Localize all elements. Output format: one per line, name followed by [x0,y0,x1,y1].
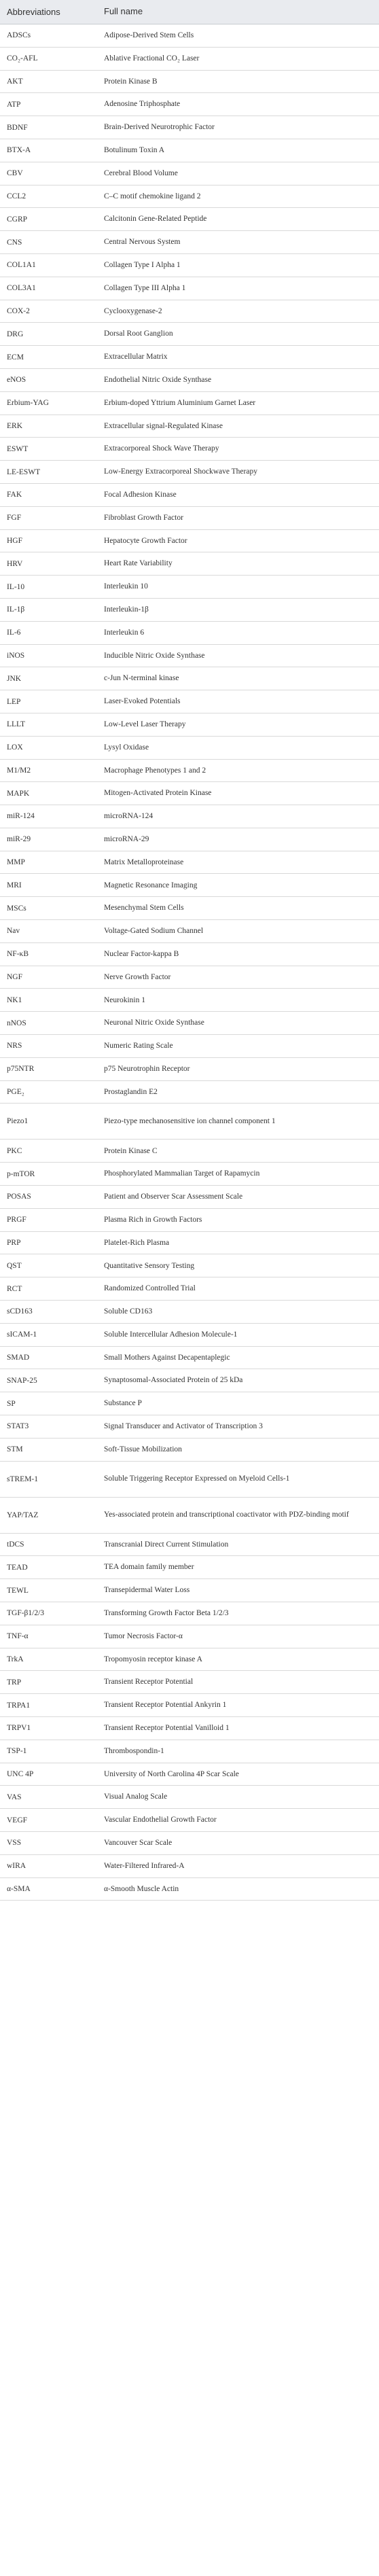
full-name-cell: Nuclear Factor-kappa B [104,949,179,958]
full-name-cell: α-Smooth Muscle Actin [104,1884,179,1893]
table-row [0,1763,379,1786]
full-name-cell: Dorsal Root Ganglion [104,330,173,338]
table-row [0,1301,379,1324]
table-row [0,737,379,760]
table-row [0,277,379,300]
full-name-cell: Water-Filtered Infrared-A [104,1861,185,1870]
full-name-cell: Substance P [104,1399,142,1408]
abbreviation-cell: wIRA [7,1862,26,1871]
full-name-cell: Small Mothers Against Decapentaplegic [104,1353,230,1362]
abbreviation-cell: CBV [7,169,23,178]
full-name-cell: microRNA-124 [104,812,154,821]
abbreviation-cell: DRG [7,330,24,338]
full-name-cell: Interleukin 10 [104,582,148,591]
full-name-cell: Soluble Triggering Receptor Expressed on Myeloid Cells-1 [104,1475,290,1483]
full-name-cell: TEA domain family member [104,1563,194,1572]
table-row [0,1369,379,1392]
full-name-cell: Low-Energy Extracorporeal Shockwave Therapy [104,467,257,476]
full-name-cell: Protein Kinase C [104,1146,158,1155]
abbreviation-cell: CCL2 [7,192,26,200]
table-row [0,208,379,231]
abbreviation-cell: IL-6 [7,629,21,637]
table-row [0,1556,379,1579]
abbreviation-cell: sTREM-1 [7,1475,38,1483]
full-name-cell: Tropomyosin receptor kinase A [104,1655,202,1663]
abbreviation-cell: PRP [7,1239,21,1248]
abbreviation-cell: SNAP-25 [7,1376,37,1385]
full-name-cell: Neurokinin 1 [104,995,146,1004]
full-name-cell: Magnetic Resonance Imaging [104,881,198,889]
table-row [0,897,379,920]
table-row [0,1081,379,1104]
table-row [0,438,379,461]
full-name-cell: Adenosine Triphosphate [104,100,181,109]
table-row [0,1878,379,1901]
full-name-cell: Matrix Metalloproteinase [104,858,184,866]
abbreviation-cell: Nav [7,927,20,936]
table-row [0,484,379,507]
full-name-cell: Calcitonin Gene-Related Peptide [104,215,207,224]
abbreviation-cell: CGRP [7,215,28,224]
full-name-cell: Transient Receptor Potential Ankyrin 1 [104,1701,227,1710]
abbreviation-cell: LOX [7,743,23,752]
abbreviation-cell: PGE₂ [7,1088,24,1097]
abbreviation-cell: STAT3 [7,1422,29,1431]
full-name-cell: Extracellular signal-Regulated Kinase [104,421,223,430]
abbreviation-cell: miR-29 [7,835,31,844]
full-name-cell: Focal Adhesion Kinase [104,491,177,499]
table-row [0,507,379,530]
full-name-cell: Extracorporeal Shock Wave Therapy [104,444,219,453]
full-name-cell: Transforming Growth Factor Beta 1/2/3 [104,1609,229,1618]
table-row [0,530,379,553]
full-name-cell: Extracellular Matrix [104,353,168,361]
table-row [0,1809,379,1832]
header-full-name: Full name [104,6,143,17]
abbreviation-cell: nNOS [7,1019,26,1027]
table-row [0,1209,379,1232]
table-row [0,690,379,713]
full-name-cell: Synaptosomal-Associated Protein of 25 kDa [104,1376,243,1385]
table-row [0,552,379,576]
abbreviation-cell: Erbium-YAG [7,399,49,408]
abbreviation-cell: eNOS [7,376,26,385]
full-name-cell: Protein Kinase B [104,77,158,86]
abbreviation-cell: VAS [7,1793,22,1801]
abbreviation-cell: AKT [7,77,23,86]
abbreviation-cell: SP [7,1399,16,1408]
full-name-cell: Botulinum Toxin A [104,146,165,155]
abbreviation-cell: iNOS [7,651,25,660]
full-name-cell: Laser-Evoked Potentials [104,697,181,706]
table-row [0,1012,379,1035]
table-row [0,1579,379,1602]
table-row [0,392,379,415]
table-row [0,576,379,599]
table-row [0,93,379,116]
table-row [0,1602,379,1625]
full-name-cell: p75 Neurotrophin Receptor [104,1064,190,1073]
abbreviation-cell: NRS [7,1042,22,1051]
full-name-cell: Voltage-Gated Sodium Channel [104,927,204,936]
full-name-cell: Tumor Necrosis Factor-α [104,1631,183,1640]
abbreviation-cell: COL3A1 [7,284,36,293]
abbreviation-cell: POSAS [7,1193,31,1201]
table-row [0,645,379,668]
full-name-cell: microRNA-29 [104,834,149,843]
table-row [0,713,379,737]
table-row [0,162,379,186]
table-row [0,461,379,484]
table-row [0,1324,379,1347]
table-row [0,599,379,622]
full-name-cell: Vancouver Scar Scale [104,1839,173,1848]
table-row [0,1855,379,1878]
abbreviation-cell: p-mTOR [7,1169,35,1178]
table-row [0,1439,379,1462]
table-row [0,300,379,323]
full-name-cell: Yes-associated protein and transcriptional coactivator with PDZ-binding motif [104,1511,349,1519]
full-name-cell: Vascular Endothelial Growth Factor [104,1816,217,1824]
abbreviation-cell: α-SMA [7,1884,31,1893]
table-row [0,622,379,645]
full-name-cell: Neuronal Nitric Oxide Synthase [104,1019,204,1027]
full-name-cell: Macrophage Phenotypes 1 and 2 [104,766,206,775]
table-row [0,1058,379,1081]
table-row [0,323,379,346]
table-row [0,369,379,392]
table-row [0,1186,379,1209]
abbreviation-cell: ATP [7,100,21,109]
table-row [0,71,379,94]
full-name-cell: Nerve Growth Factor [104,972,171,981]
abbreviation-cell: MAPK [7,789,30,798]
abbreviation-cell: VEGF [7,1816,28,1824]
table-row [0,1671,379,1694]
full-name-cell: University of North Carolina 4P Scar Scale [104,1769,239,1778]
table-row [0,186,379,209]
table-row [0,1415,379,1439]
table-row [0,1534,379,1557]
table-row [0,782,379,805]
table-row [0,116,379,139]
table-row [0,1163,379,1186]
table-row [0,1104,379,1140]
table-row [0,1462,379,1498]
full-name-cell: Visual Analog Scale [104,1793,168,1801]
full-name-cell: Transepidermal Water Loss [104,1586,190,1595]
full-name-cell: Mesenchymal Stem Cells [104,904,184,913]
abbreviation-cell: TRPV1 [7,1724,31,1733]
abbreviation-cell: BTX-A [7,146,31,155]
abbreviation-cell: Piezo1 [7,1117,29,1126]
abbreviation-cell: JNK [7,674,22,683]
abbreviation-cell: PKC [7,1146,22,1155]
full-name-cell: Brain-Derived Neurotrophic Factor [104,123,215,132]
full-name-cell: Quantitative Sensory Testing [104,1261,195,1270]
full-name-cell: Transcranial Direct Current Stimulation [104,1540,229,1549]
full-name-cell: Thrombospondin-1 [104,1746,164,1755]
full-name-cell: Piezo-type mechanosensitive ion channel component 1 [104,1117,276,1126]
abbreviation-cell: STM [7,1445,23,1454]
full-name-cell: Platelet-Rich Plasma [104,1238,170,1247]
table-row [0,920,379,943]
abbreviation-cell: MSCs [7,904,26,913]
abbreviation-cell: MRI [7,881,22,889]
abbreviation-cell: SMAD [7,1354,30,1362]
full-name-cell: C–C motif chemokine ligand 2 [104,192,201,200]
full-name-cell: Erbium-doped Yttrium Aluminium Garnet Laser [104,398,256,407]
abbreviation-cell: TRP [7,1678,22,1687]
abbreviation-cell: UNC 4P [7,1769,34,1778]
table-row [0,760,379,783]
header-abbreviations: Abbreviations [7,7,60,17]
full-name-cell: Mitogen-Activated Protein Kinase [104,789,212,798]
table-row [0,1232,379,1255]
table-row [0,231,379,254]
table-row [0,48,379,71]
full-name-cell: Adipose-Derived Stem Cells [104,31,194,40]
full-name-cell: Cyclooxygenase-2 [104,306,162,315]
full-name-cell: Soluble Intercellular Adhesion Molecule-1 [104,1330,238,1339]
abbreviation-cell: VSS [7,1839,22,1848]
table-row [0,139,379,162]
abbreviation-cell: sCD163 [7,1307,33,1316]
full-name-cell: Plasma Rich in Growth Factors [104,1215,202,1224]
abbreviation-cell: ECM [7,353,24,361]
table-row [0,24,379,48]
full-name-cell: Hepatocyte Growth Factor [104,536,187,545]
abbreviation-cell: ERK [7,421,22,430]
full-name-cell: Endothelial Nitric Oxide Synthase [104,376,212,385]
abbreviation-cell: LE-ESWT [7,467,41,476]
full-name-cell: Randomized Controlled Trial [104,1284,196,1293]
table-row [0,989,379,1012]
table-row [0,966,379,989]
abbreviation-cell: NK1 [7,995,22,1004]
abbreviation-cell: TSP-1 [7,1747,27,1756]
abbreviation-cell: ADSCs [7,31,31,40]
table-row [0,805,379,828]
table-row [0,1786,379,1809]
full-name-cell: Collagen Type III Alpha 1 [104,283,186,292]
full-name-cell: Signal Transducer and Activator of Transcription 3 [104,1422,263,1431]
full-name-cell: Interleukin-1β [104,605,149,614]
full-name-cell: Inducible Nitric Oxide Synthase [104,651,205,660]
full-name-cell: Interleukin 6 [104,628,145,637]
abbreviation-cell: TGF-β1/2/3 [7,1609,45,1618]
full-name-cell: Collagen Type I Alpha 1 [104,261,181,270]
abbreviation-cell: COL1A1 [7,261,36,270]
abbreviation-cell: YAP/TAZ [7,1511,39,1519]
full-name-cell: Low-Level Laser Therapy [104,720,186,728]
abbreviation-cell: IL-10 [7,582,25,591]
table-row [0,874,379,897]
abbreviation-cell: QST [7,1261,22,1270]
table-row [0,828,379,851]
abbreviation-cell: LEP [7,697,21,706]
abbreviation-cell: TNF-α [7,1632,29,1641]
abbreviation-cell: NF-κB [7,950,29,959]
abbreviation-cell: BDNF [7,123,28,132]
full-name-cell: Patient and Observer Scar Assessment Scale [104,1193,243,1201]
full-name-cell: Lysyl Oxidase [104,743,149,752]
full-name-cell: Transient Receptor Potential Vanilloid 1 [104,1724,230,1733]
table-row [0,851,379,875]
table-row [0,1347,379,1370]
abbreviation-cell: p75NTR [7,1065,35,1074]
table-row [0,1832,379,1855]
table-row [0,1277,379,1301]
abbreviation-cell: ESWT [7,444,29,453]
full-name-cell: Ablative Fractional CO₂ Laser [104,54,200,63]
abbreviation-cell: M1/M2 [7,766,31,775]
abbreviation-cell: TrkA [7,1655,24,1663]
full-name-cell: Soluble CD163 [104,1307,153,1316]
abbreviation-cell: NGF [7,973,23,982]
full-name-cell: Soft-Tissue Mobilization [104,1445,182,1453]
full-name-cell: Fibroblast Growth Factor [104,513,183,522]
table-row [0,254,379,277]
table-body [0,24,379,1901]
abbreviation-cell: HRV [7,559,23,568]
abbreviation-cell: IL-1β [7,605,25,614]
table-row [0,943,379,966]
table-row [0,1140,379,1163]
abbreviation-cell: FGF [7,514,22,523]
abbreviation-cell: COX-2 [7,306,30,315]
table-row [0,1392,379,1415]
table-row [0,1035,379,1058]
abbreviation-cell: TEAD [7,1563,28,1572]
abbreviation-cell: miR-124 [7,812,35,821]
abbreviation-cell: TRPA1 [7,1701,31,1710]
full-name-cell: Central Nervous System [104,238,181,247]
table-row [0,1498,379,1534]
table-row [0,346,379,369]
table-row [0,1717,379,1740]
abbreviation-cell: FAK [7,491,22,499]
full-name-cell: Cerebral Blood Volume [104,169,178,177]
table-row [0,1648,379,1672]
full-name-cell: Prostaglandin E2 [104,1087,158,1096]
table-header [0,0,379,24]
full-name-cell: Heart Rate Variability [104,559,173,568]
full-name-cell: c-Jun N-terminal kinase [104,674,179,683]
abbreviation-cell: CO₂-AFL [7,54,38,63]
abbreviation-cell: sICAM-1 [7,1330,37,1339]
table-row [0,1254,379,1277]
full-name-cell: Transient Receptor Potential [104,1678,194,1687]
table-row [0,1694,379,1717]
abbreviation-cell: HGF [7,536,23,545]
table-row [0,415,379,438]
abbreviation-cell: RCT [7,1284,22,1293]
full-name-cell: Phosphorylated Mammalian Target of Rapamycin [104,1169,260,1178]
abbreviation-cell: PRGF [7,1216,26,1224]
abbreviation-cell: CNS [7,238,22,247]
abbreviation-cell: tDCS [7,1540,24,1549]
table-row [0,667,379,690]
abbreviation-cell: TEWL [7,1586,29,1595]
table-row [0,1625,379,1648]
abbreviation-cell: MMP [7,858,25,867]
table-row [0,1740,379,1763]
abbreviation-cell: LLLT [7,720,26,729]
full-name-cell: Numeric Rating Scale [104,1042,173,1051]
